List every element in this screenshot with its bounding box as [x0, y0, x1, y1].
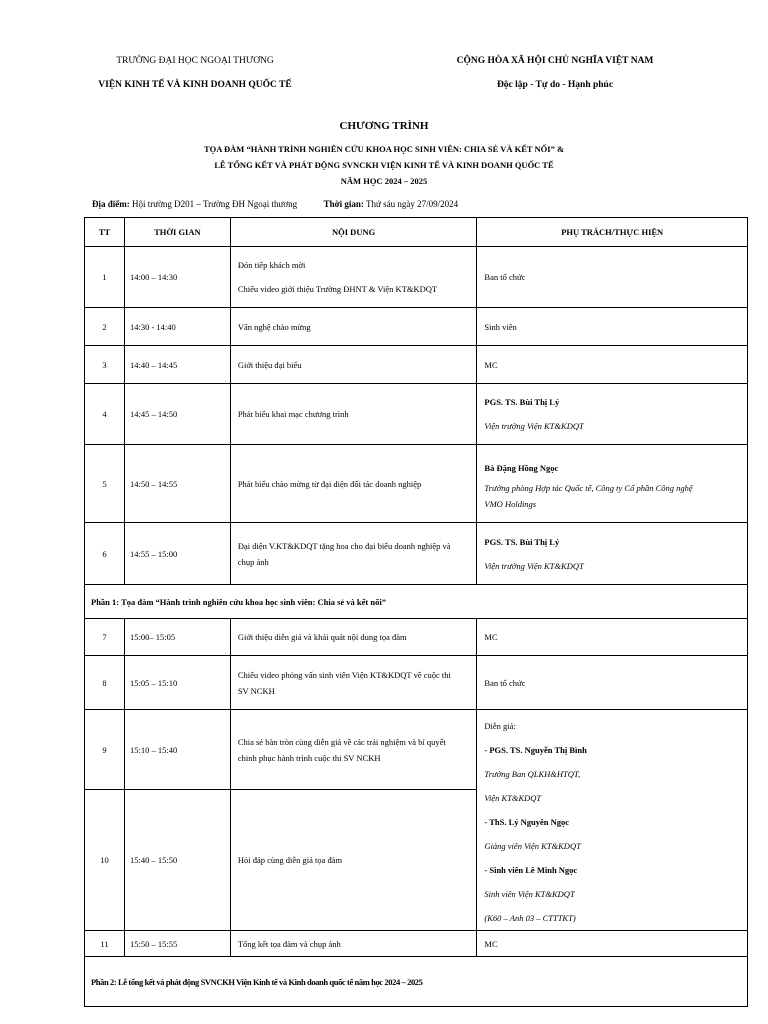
row-time: 14:40 – 14:45 — [124, 346, 230, 384]
row-no: 6 — [85, 523, 125, 585]
row-content: Tổng kết tọa đàm và chụp ảnh — [230, 931, 477, 957]
section-2-row — [85, 957, 748, 1007]
row-no: 7 — [85, 619, 125, 656]
table-row — [85, 346, 748, 384]
speaker-role: Giảng viên Viện KT&KDQT — [484, 841, 581, 851]
table-row — [85, 445, 748, 523]
speaker-role: Sinh viên Viện KT&KDQT — [484, 889, 575, 899]
content-line: Chiếu video phỏng vấn sinh viên Viện KT&KDQT về cuộc thi — [237, 669, 451, 680]
row-responsible: Ban tổ chức — [477, 247, 748, 308]
content-line: Chiếu video giới thiệu Trường ĐHNT & Viện KT&KDQT — [237, 284, 438, 294]
speaker-role: Trưởng Ban QLKH&HTQT, — [484, 769, 581, 779]
row-time: 15:50 – 15:55 — [124, 931, 230, 957]
table-row — [85, 931, 748, 957]
row-content — [230, 710, 477, 790]
header-time: THỜI GIAN — [124, 218, 230, 247]
country-motto: Độc lập - Tự do - Hạnh phúc — [496, 80, 614, 90]
row-time: 14:55 – 15:00 — [124, 523, 230, 585]
row-responsible — [477, 523, 748, 585]
speakers-cell — [477, 710, 748, 931]
row-content: Giới thiệu đại biểu — [230, 346, 477, 384]
row-no: 9 — [85, 710, 125, 790]
responsible-name: PGS. TS. Bùi Thị Lý — [484, 536, 560, 547]
row-responsible: Sinh viên — [477, 308, 748, 346]
table-row — [85, 656, 748, 710]
document-title: CHƯƠNG TRÌNH — [339, 120, 429, 132]
row-content: Hỏi đáp cùng diễn giả tọa đàm — [230, 790, 477, 931]
responsible-role: Trưởng phòng Hợp tác Quốc tế, Công ty Cổ phần Công nghệ — [484, 482, 693, 493]
row-responsible: Ban tổ chức — [477, 656, 748, 710]
row-responsible: MC — [477, 346, 748, 384]
header-content: NỘI DUNG — [230, 218, 477, 247]
row-content: Phát biểu khai mạc chương trình — [230, 384, 477, 445]
content-line: Đón tiếp khách mời — [237, 260, 306, 270]
subtitle-line-3: NĂM HỌC 2024 – 2025 — [340, 176, 428, 186]
content-line: SV NCKH — [237, 685, 275, 696]
speaker-role: Viện KT&KDQT — [484, 793, 542, 803]
row-content: Giới thiệu diễn giả và khái quát nội dung tọa đàm — [230, 619, 477, 656]
venue-value: Hội trường D201 – Trường ĐH Ngoại thương — [132, 199, 298, 209]
responsible-name: Bà Đặng Hồng Ngọc — [484, 462, 559, 473]
row-no: 10 — [85, 790, 125, 931]
speaker-role: (K60 – Anh 03 – CTTTKT) — [484, 913, 576, 923]
row-content — [230, 247, 477, 308]
row-time: 15:00– 15:05 — [124, 619, 230, 656]
row-time: 15:05 – 15:10 — [124, 656, 230, 710]
row-no: 5 — [85, 445, 125, 523]
content-line: Đại diện V.KT&KDQT tặng hoa cho đại biểu doanh nghiệp và — [237, 540, 451, 551]
table-row — [85, 384, 748, 445]
row-time: 14:30 - 14:40 — [124, 308, 230, 346]
row-responsible: MC — [477, 619, 748, 656]
speaker-name: - PGS. TS. Nguyễn Thị Bình — [484, 745, 587, 755]
section-1-title: Phần 1: Tọa đàm “Hành trình nghiên cứu khoa học sinh viên: Chia sẻ và kết nối” — [85, 585, 748, 619]
row-no: 3 — [85, 346, 125, 384]
subtitle-line-1: TỌA ĐÀM “HÀNH TRÌNH NGHIÊN CỨU KHOA HỌC SINH VIÊN: CHIA SẺ VÀ KẾT NỐI” & — [203, 144, 565, 154]
country-motto-title: CỘNG HÒA XÃ HỘI CHỦ NGHĨA VIỆT NAM — [456, 56, 654, 66]
responsible-name: PGS. TS. Bùi Thị Lý — [484, 397, 560, 407]
row-content — [230, 523, 477, 585]
content-line: chinh phục hành trình cuộc thi SV NCKH — [237, 752, 381, 763]
responsible-role: Viện trưởng Viện KT&KDQT — [484, 421, 584, 431]
table-row — [85, 523, 748, 585]
row-time: 14:50 – 14:55 — [124, 445, 230, 523]
row-no: 8 — [85, 656, 125, 710]
row-content: Văn nghệ chào mừng — [230, 308, 477, 346]
row-no: 2 — [85, 308, 125, 346]
table-header-row — [85, 218, 748, 247]
university-name: TRƯỜNG ĐẠI HỌC NGOẠI THƯƠNG — [116, 56, 274, 66]
header-tt: TT — [85, 218, 125, 247]
table-row — [85, 710, 748, 790]
table-row — [85, 247, 748, 308]
event-meta — [92, 199, 458, 209]
row-responsible — [477, 384, 748, 445]
responsible-role: Viện trưởng Viện KT&KDQT — [484, 560, 584, 571]
section-1-row — [85, 585, 748, 619]
content-line: Chia sẻ bàn tròn cùng diễn giả về các trải nghiệm và bí quyết — [237, 736, 446, 747]
venue-label: Địa điểm: — [92, 199, 130, 209]
row-no: 4 — [85, 384, 125, 445]
content-line: chụp ảnh — [237, 556, 269, 567]
row-content: Phát biểu chào mừng từ đại diện đối tác doanh nghiệp — [230, 445, 477, 523]
subtitle-line-2: LỄ TỔNG KẾT VÀ PHÁT ĐỘNG SVNCKH VIỆN KINH TẾ VÀ KINH DOANH QUỐC TẾ — [214, 160, 554, 170]
institute-name: VIỆN KINH TẾ VÀ KINH DOANH QUỐC TẾ — [98, 80, 292, 90]
section-2-title: Phần 2: Lễ tổng kết và phát động SVNCKH Viện Kinh tế và Kinh doanh quốc tế năm học 2024 – 2025 — [85, 957, 748, 1007]
speaker-name: - Sinh viên Lê Minh Ngọc — [484, 865, 578, 875]
time-label: Thời gian: — [323, 199, 364, 209]
row-time: 14:00 – 14:30 — [124, 247, 230, 308]
row-no: 11 — [85, 931, 125, 957]
time-value: Thứ sáu ngày 27/09/2024 — [366, 199, 459, 209]
row-time: 15:10 – 15:40 — [124, 710, 230, 790]
program-table — [84, 217, 748, 1007]
row-no: 1 — [85, 247, 125, 308]
row-responsible — [477, 445, 748, 523]
responsible-role: VMO Holdings — [484, 498, 537, 509]
row-responsible: MC — [477, 931, 748, 957]
speaker-name: - ThS. Lý Nguyên Ngọc — [484, 817, 570, 827]
table-row — [85, 619, 748, 656]
row-time: 14:45 – 14:50 — [124, 384, 230, 445]
row-content — [230, 656, 477, 710]
header-responsible: PHỤ TRÁCH/THỰC HIỆN — [477, 218, 748, 247]
table-row — [85, 308, 748, 346]
speakers-label: Diễn giả: — [484, 721, 516, 731]
row-time: 15:40 – 15:50 — [124, 790, 230, 931]
